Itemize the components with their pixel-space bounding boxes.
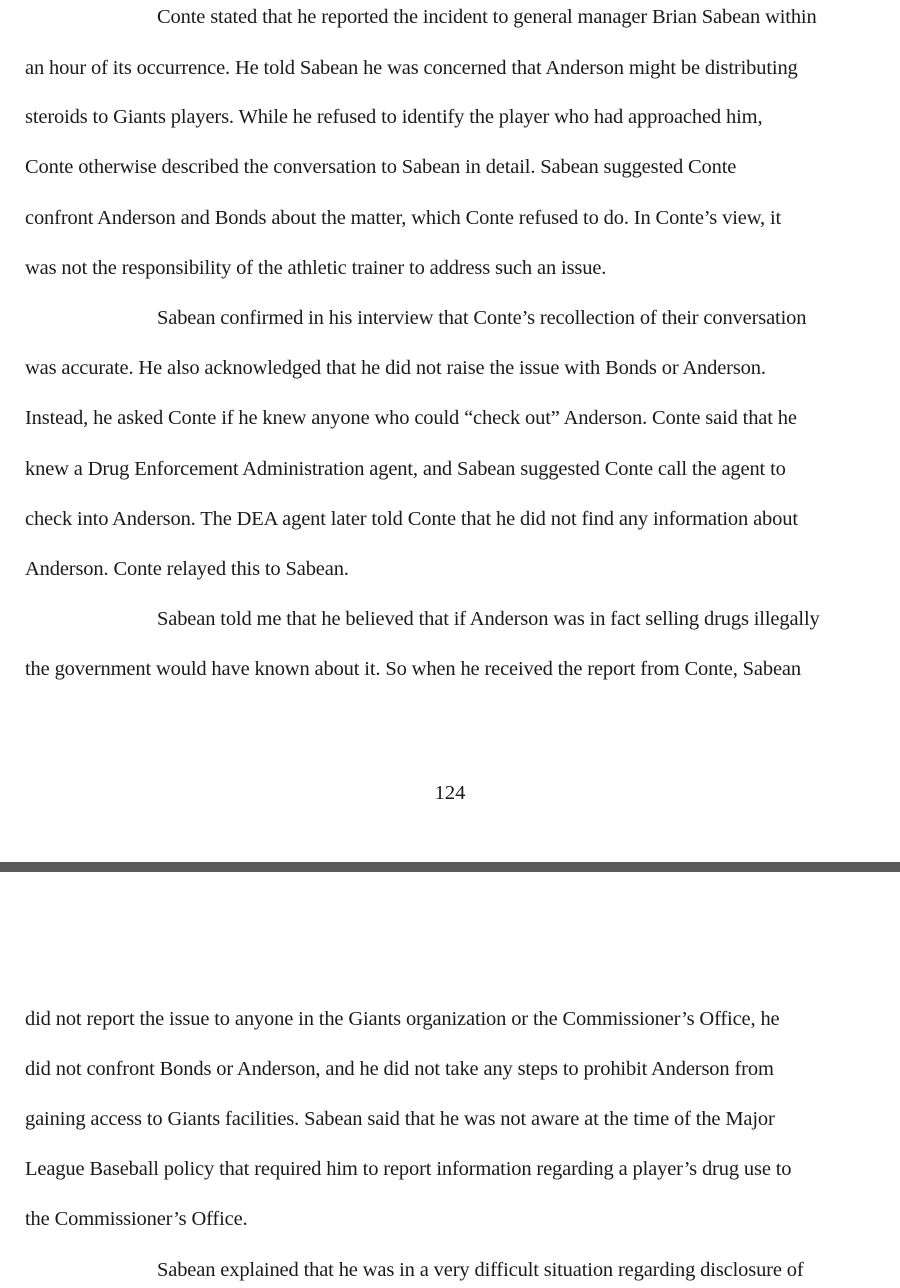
text-line: Conte otherwise described the conversation to Sabean in detail. Sabean suggested Conte <box>25 156 737 178</box>
text-line: Sabean explained that he was in a very difficult situation regarding disclosure of <box>157 1259 804 1281</box>
page-separator <box>0 862 900 872</box>
text-line: League Baseball policy that required him to report information regarding a player’s drug use to <box>25 1158 792 1180</box>
text-line: an hour of its occurrence. He told Sabean he was concerned that Anderson might be distributing <box>25 57 798 79</box>
page-number: 124 <box>434 782 466 804</box>
text-line: did not confront Bonds or Anderson, and he did not take any steps to prohibit Anderson from <box>25 1058 774 1080</box>
text-line: Sabean told me that he believed that if Anderson was in fact selling drugs illegally <box>157 608 820 630</box>
text-line: gaining access to Giants facilities. Sabean said that he was not aware at the time of the Major <box>25 1108 775 1130</box>
text-line: Conte stated that he reported the incident to general manager Brian Sabean within <box>157 6 817 28</box>
document-page-125 <box>0 872 900 1288</box>
text-line: the government would have known about it. So when he received the report from Conte, Sabean <box>25 658 801 680</box>
text-line: steroids to Giants players. While he refused to identify the player who had approached him, <box>25 106 763 128</box>
text-line: Instead, he asked Conte if he knew anyone who could “check out” Anderson. Conte said that he <box>25 407 797 429</box>
text-line: check into Anderson. The DEA agent later told Conte that he did not find any information about <box>25 508 798 530</box>
text-line: was not the responsibility of the athletic trainer to address such an issue. <box>25 257 607 279</box>
text-line: Anderson. Conte relayed this to Sabean. <box>25 558 349 580</box>
text-line: was accurate. He also acknowledged that he did not raise the issue with Bonds or Anderson. <box>25 357 766 379</box>
text-line: the Commissioner’s Office. <box>25 1208 248 1230</box>
text-line: Sabean confirmed in his interview that Conte’s recollection of their conversation <box>157 307 807 329</box>
text-line: did not report the issue to anyone in the Giants organization or the Commissioner’s Office, he <box>25 1008 780 1030</box>
text-line: confront Anderson and Bonds about the matter, which Conte refused to do. In Conte’s view, it <box>25 207 782 229</box>
text-line: knew a Drug Enforcement Administration agent, and Sabean suggested Conte call the agent to <box>25 458 786 480</box>
